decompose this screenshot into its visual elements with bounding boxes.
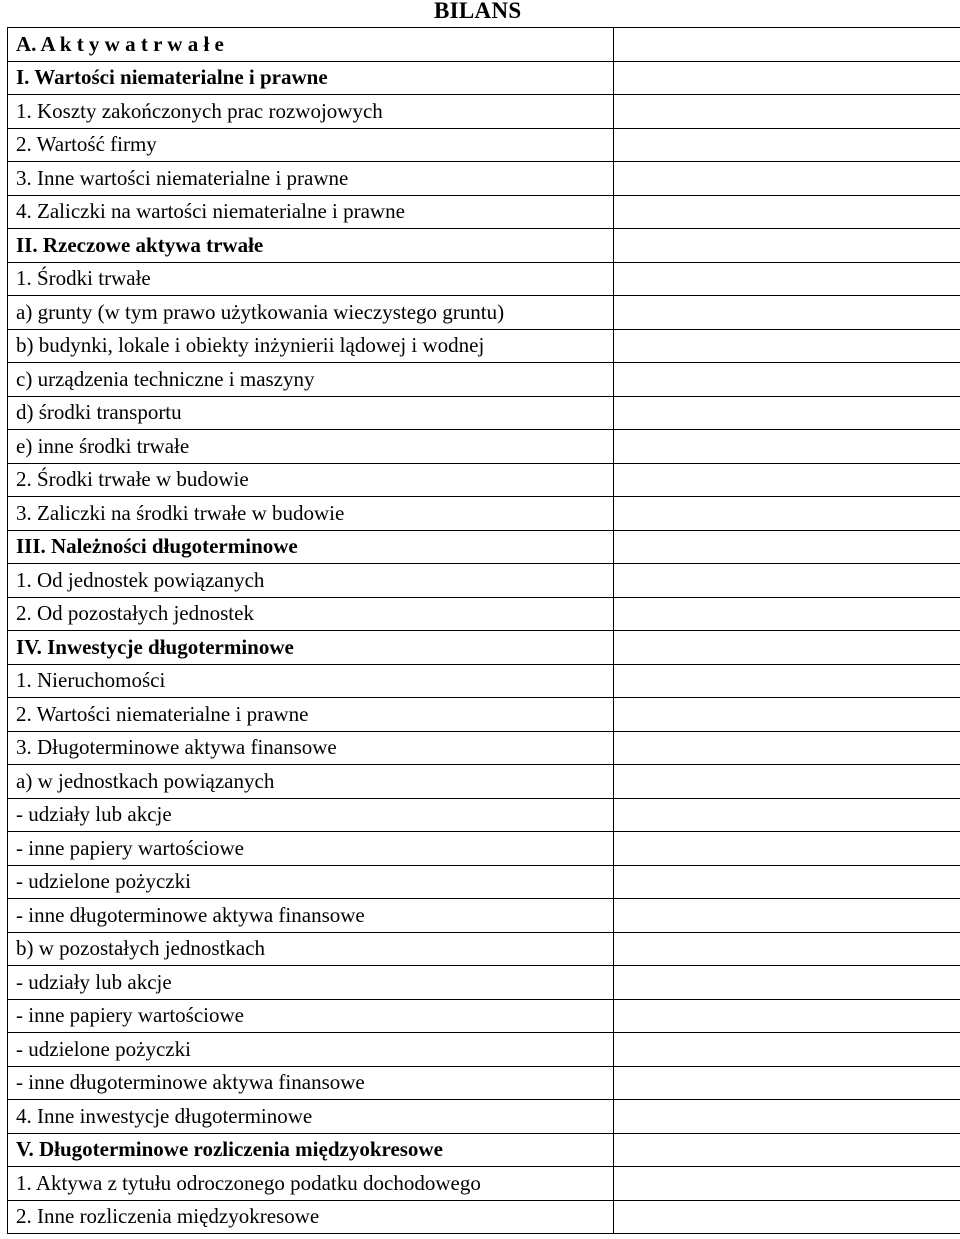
balance-row-label: 2. Od pozostałych jednostek	[8, 597, 614, 631]
balance-row	[8, 631, 960, 665]
balance-row	[8, 1066, 960, 1100]
balance-row-label: 4. Inne inwestycje długoterminowe	[8, 1100, 614, 1134]
document-title: BILANS	[434, 0, 522, 23]
balance-row-label: 3. Długoterminowe aktywa finansowe	[8, 731, 614, 765]
balance-row-label: - udzielone pożyczki	[8, 1033, 614, 1067]
balance-row	[8, 1200, 960, 1234]
balance-row	[8, 329, 960, 363]
balance-row-label: 2. Wartość firmy	[8, 128, 614, 162]
balance-row-label: - inne papiery wartościowe	[8, 999, 614, 1033]
balance-row-value-cell	[614, 1033, 960, 1067]
balance-row-value-cell	[614, 631, 960, 665]
balance-row	[8, 463, 960, 497]
balance-row-label: b) budynki, lokale i obiekty inżynierii lądowej i wodnej	[8, 329, 614, 363]
balance-row-label: 1. Koszty zakończonych prac rozwojowych	[8, 95, 614, 129]
balance-row-label: - inne papiery wartościowe	[8, 832, 614, 866]
balance-row-label: 2. Wartości niematerialne i prawne	[8, 698, 614, 732]
balance-row-value-cell	[614, 262, 960, 296]
balance-row-label: 2. Środki trwałe w budowie	[8, 463, 614, 497]
balance-row-label: - inne długoterminowe aktywa finansowe	[8, 1066, 614, 1100]
balance-row-label: 2. Inne rozliczenia międzyokresowe	[8, 1200, 614, 1234]
balance-row-label: 1. Nieruchomości	[8, 664, 614, 698]
balance-row-value-cell	[614, 899, 960, 933]
balance-row	[8, 999, 960, 1033]
balance-row-value-cell	[614, 597, 960, 631]
balance-table-body	[8, 28, 960, 1234]
balance-row-value-cell	[614, 664, 960, 698]
balance-row-label: 1. Aktywa z tytułu odroczonego podatku dochodowego	[8, 1167, 614, 1201]
balance-row-label: 3. Zaliczki na środki trwałe w budowie	[8, 497, 614, 531]
balance-row-value-cell	[614, 430, 960, 464]
balance-row-value-cell	[614, 296, 960, 330]
balance-row	[8, 1033, 960, 1067]
balance-row-value-cell	[614, 95, 960, 129]
balance-row	[8, 530, 960, 564]
balance-row	[8, 798, 960, 832]
balance-row	[8, 966, 960, 1000]
balance-row-label: - udzielone pożyczki	[8, 865, 614, 899]
balance-row	[8, 698, 960, 732]
balance-row-label: II. Rzeczowe aktywa trwałe	[8, 229, 614, 263]
balance-row-value-cell	[614, 999, 960, 1033]
balance-row-label: a) grunty (w tym prawo użytkowania wieczystego gruntu)	[8, 296, 614, 330]
balance-row-value-cell	[614, 564, 960, 598]
balance-row-label: III. Należności długoterminowe	[8, 530, 614, 564]
balance-row-label: 4. Zaliczki na wartości niematerialne i prawne	[8, 195, 614, 229]
balance-row-value-cell	[614, 396, 960, 430]
balance-row	[8, 865, 960, 899]
balance-row-label: a) w jednostkach powiązanych	[8, 765, 614, 799]
balance-row	[8, 1133, 960, 1167]
balance-row-label: - udziały lub akcje	[8, 966, 614, 1000]
balance-row	[8, 95, 960, 129]
balance-row-value-cell	[614, 865, 960, 899]
balance-row-value-cell	[614, 61, 960, 95]
balance-row-value-cell	[614, 195, 960, 229]
balance-row-label: - inne długoterminowe aktywa finansowe	[8, 899, 614, 933]
balance-row	[8, 832, 960, 866]
balance-row-value-cell	[614, 1200, 960, 1234]
balance-row-label: 3. Inne wartości niematerialne i prawne	[8, 162, 614, 196]
balance-row-value-cell	[614, 1167, 960, 1201]
balance-row-label: IV. Inwestycje długoterminowe	[8, 631, 614, 665]
balance-row-value-cell	[614, 932, 960, 966]
balance-row-label: 1. Od jednostek powiązanych	[8, 564, 614, 598]
balance-row	[8, 497, 960, 531]
balance-row	[8, 262, 960, 296]
balance-row	[8, 899, 960, 933]
balance-row-value-cell	[614, 731, 960, 765]
balance-row-value-cell	[614, 497, 960, 531]
balance-row-value-cell	[614, 128, 960, 162]
balance-row	[8, 731, 960, 765]
balance-row	[8, 396, 960, 430]
balance-row-label: 1. Środki trwałe	[8, 262, 614, 296]
balance-row-value-cell	[614, 1066, 960, 1100]
balance-row	[8, 363, 960, 397]
balance-row	[8, 229, 960, 263]
balance-row-value-cell	[614, 463, 960, 497]
balance-row-value-cell	[614, 329, 960, 363]
balance-row-value-cell	[614, 530, 960, 564]
balance-row-value-cell	[614, 1133, 960, 1167]
balance-row	[8, 664, 960, 698]
balance-row-value-cell	[614, 363, 960, 397]
balance-row-label: c) urządzenia techniczne i maszyny	[8, 363, 614, 397]
balance-row	[8, 564, 960, 598]
balance-row	[8, 28, 960, 62]
balance-row	[8, 1167, 960, 1201]
balance-row-label: A. A k t y w a t r w a ł e	[8, 28, 614, 62]
balance-row	[8, 765, 960, 799]
balance-row-value-cell	[614, 966, 960, 1000]
balance-row-label: I. Wartości niematerialne i prawne	[8, 61, 614, 95]
balance-row-label: V. Długoterminowe rozliczenia międzyokresowe	[8, 1133, 614, 1167]
balance-row	[8, 195, 960, 229]
balance-row	[8, 61, 960, 95]
balance-row-value-cell	[614, 765, 960, 799]
balance-table	[7, 27, 960, 1234]
balance-row	[8, 1100, 960, 1134]
balance-row	[8, 932, 960, 966]
balance-row-value-cell	[614, 162, 960, 196]
balance-row-value-cell	[614, 832, 960, 866]
balance-row-value-cell	[614, 28, 960, 62]
balance-row-label: b) w pozostałych jednostkach	[8, 932, 614, 966]
balance-row-value-cell	[614, 798, 960, 832]
balance-row	[8, 296, 960, 330]
balance-row-label: - udziały lub akcje	[8, 798, 614, 832]
balance-row-value-cell	[614, 698, 960, 732]
balance-row-label: d) środki transportu	[8, 396, 614, 430]
balance-row-label: e) inne środki trwałe	[8, 430, 614, 464]
balance-row-value-cell	[614, 229, 960, 263]
balance-row	[8, 162, 960, 196]
balance-row	[8, 430, 960, 464]
balance-row-value-cell	[614, 1100, 960, 1134]
balance-row	[8, 128, 960, 162]
balance-row	[8, 597, 960, 631]
